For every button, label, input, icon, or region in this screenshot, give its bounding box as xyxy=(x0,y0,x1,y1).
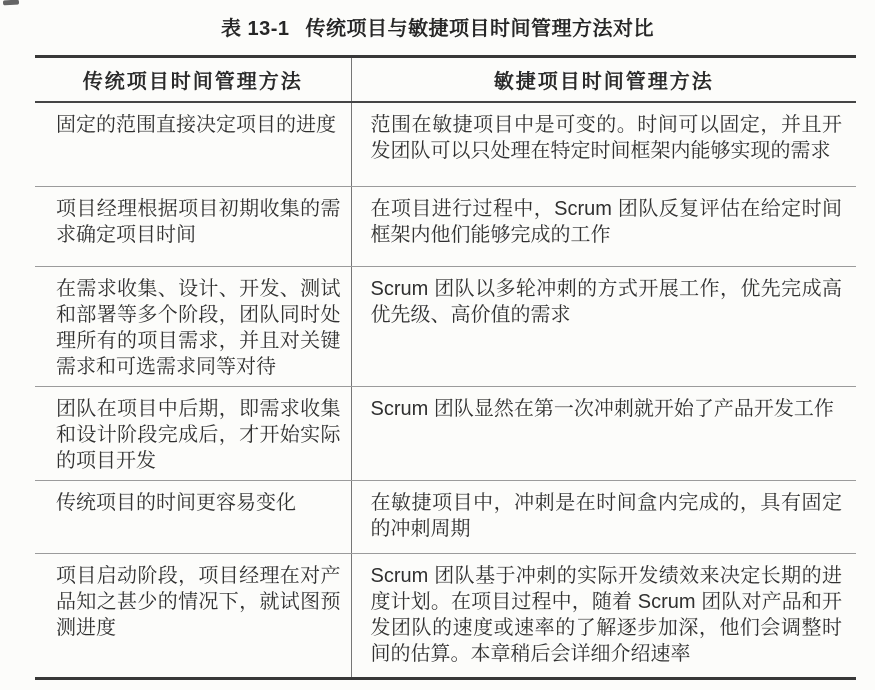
comparison-table xyxy=(35,55,856,680)
cell-traditional: 固定的范围直接决定项目的进度 xyxy=(35,102,351,187)
header-row xyxy=(35,57,856,102)
cell-agile: 在项目进行过程中，Scrum 团队反复评估在给定时间框架内他们能够完成的工作 xyxy=(351,187,856,267)
table-row xyxy=(35,102,856,187)
cell-traditional: 项目经理根据项目初期收集的需求确定项目时间 xyxy=(35,187,351,267)
table-title: 传统项目与敏捷项目时间管理方法对比 xyxy=(305,18,655,40)
scan-artifact-mark xyxy=(3,0,19,5)
cell-traditional: 团队在项目中后期，即需求收集和设计阶段完成后，才开始实际的项目开发 xyxy=(35,387,351,481)
table-caption xyxy=(0,12,875,41)
table-number: 表 13-1 xyxy=(220,18,290,40)
cell-traditional: 在需求收集、设计、开发、测试和部署等多个阶段，团队同时处理所有的项目需求，并且对关键需求和可选需求同等对待 xyxy=(35,267,351,387)
cell-agile: 范围在敏捷项目中是可变的。时间可以固定，并且开发团队可以只处理在特定时间框架内能够实现的需求 xyxy=(351,102,856,187)
table-row xyxy=(35,481,856,554)
table-row xyxy=(35,187,856,267)
table-row xyxy=(35,554,856,679)
cell-traditional: 项目启动阶段，项目经理在对产品知之甚少的情况下，就试图预测进度 xyxy=(35,554,351,679)
cell-agile: 在敏捷项目中，冲刺是在时间盒内完成的，具有固定的冲刺周期 xyxy=(351,481,856,554)
table-row xyxy=(35,387,856,481)
header-traditional: 传统项目时间管理方法 xyxy=(35,57,351,102)
header-agile: 敏捷项目时间管理方法 xyxy=(351,57,856,102)
cell-agile: Scrum 团队基于冲刺的实际开发绩效来决定长期的进度计划。在项目过程中，随着 Scrum 团队对产品和开发团队的速度或速率的了解逐步加深，他们会调整时间的估算。本章稍后会详细介绍速率 xyxy=(370,565,842,665)
cell-agile: Scrum 团队以多轮冲刺的方式开展工作，优先完成高优先级、高价值的需求 xyxy=(351,267,856,387)
table-row xyxy=(35,267,856,387)
cell-agile: Scrum 团队显然在第一次冲刺就开始了产品开发工作 xyxy=(351,387,856,481)
cell-traditional: 传统项目的时间更容易变化 xyxy=(35,481,351,554)
